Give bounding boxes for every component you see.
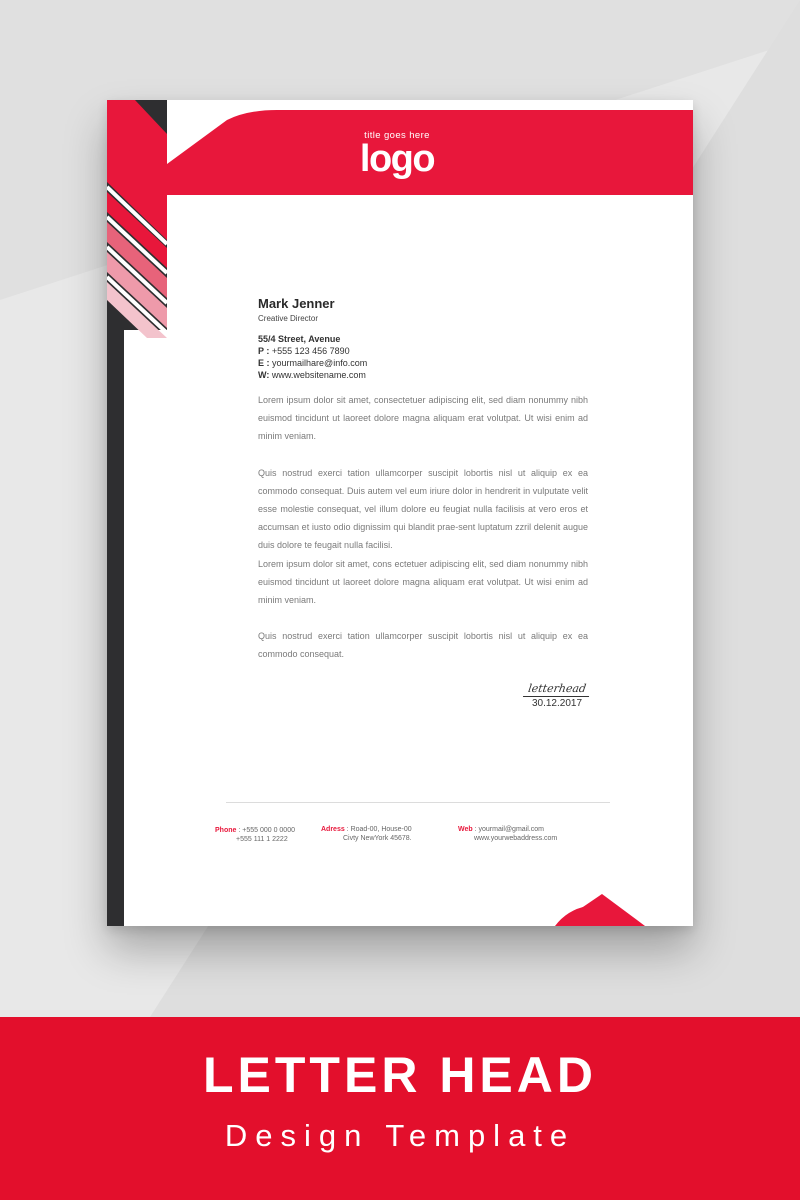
footer-phone-label: Phone (215, 827, 237, 834)
footer-address: Adress : Road-00, House-00 Civty NewYork 45678. (321, 826, 412, 842)
sender-web: www.websitename.com (271, 370, 366, 380)
banner-subtitle: Design Template (224, 1118, 576, 1153)
footer-phone-2: +555 111 1 2222 (236, 836, 288, 843)
footer-address-1: Road-00, House-00 (350, 826, 412, 833)
sender-phone-label: P : (258, 346, 270, 356)
sender-name: Mark Jenner (258, 296, 335, 311)
footer-phone-1: +555 000 0 0000 (242, 827, 295, 834)
sender-phone-line (258, 345, 367, 357)
signature-date: 30.12.2017 (531, 698, 583, 709)
signature-block (524, 682, 590, 709)
footer-address-label: Adress (321, 826, 345, 833)
sender-block (258, 296, 335, 323)
footer-web-1: yourmail@gmail.com (478, 826, 544, 833)
sender-role: Creative Director (258, 314, 319, 323)
footer-web: Web : yourmail@gmail.com www.yourwebaddress.com (458, 826, 558, 842)
footer-address-2: Civty NewYork 45678. (343, 835, 412, 842)
sender-address (258, 333, 367, 381)
footer-phone: Phone : +555 000 0 0000 +555 111 1 2222 (215, 827, 295, 843)
sender-web-line (258, 369, 367, 381)
footer-web-label: Web (458, 826, 473, 833)
body-paragraph-1: Lorem ipsum dolor sit amet, consectetuer adipiscing elit, sed diam nonummy nibh euismod tincidunt ut laoreet dolore magna aliquam erat volutpat. Ut wisi enim ad minim veniam. (258, 395, 588, 442)
footer-divider (226, 802, 610, 803)
signature-script: letterhead (523, 682, 591, 697)
sender-street: 55/4 Street, Avenue (258, 334, 341, 344)
logo-word: logo (359, 138, 435, 180)
banner-title: LETTER HEAD (203, 1047, 597, 1103)
body-paragraph-3: Lorem ipsum dolor sit amet, cons ectetuer adipiscing elit, sed diam nonummy nibh euismod tincidunt ut laoreet dolore magna aliquam erat volutpat. Ut wisi enim ad minim veniam. (258, 558, 588, 606)
sender-phone: +555 123 456 7890 (271, 346, 350, 356)
sender-email-line (258, 357, 367, 369)
promo-banner (0, 1017, 800, 1200)
logo (334, 130, 460, 179)
body-paragraph-2: Quis nostrud exerci tation ullamcorper suscipit lobortis nisl ut aliquip ex ea commodo consequat. Duis autem vel eum iriure dolor in hendrerit in vulputate velit esse molestie consequat, vel illum dolore eu feugiat nulla facilisis at vero eros et accumsan et iusto odio dignissim qui blandit prae-sent luptatum zzril delenit augue duis dolore te feugait nulla facilisi. (258, 467, 588, 551)
logo-tagline: title goes here (364, 130, 430, 141)
footer-web-2: www.yourwebaddress.com (474, 835, 558, 842)
sender-email-label: E : (258, 358, 270, 368)
body-paragraph-4: Quis nostrud exerci tation ullamcorper suscipit lobortis nisl ut aliquip ex ea commodo consequat. (258, 631, 588, 660)
letterhead-page (107, 100, 693, 926)
sender-web-label: W: (258, 370, 270, 380)
letter-body (258, 391, 588, 682)
sender-email: yourmailhare@info.com (272, 358, 368, 368)
